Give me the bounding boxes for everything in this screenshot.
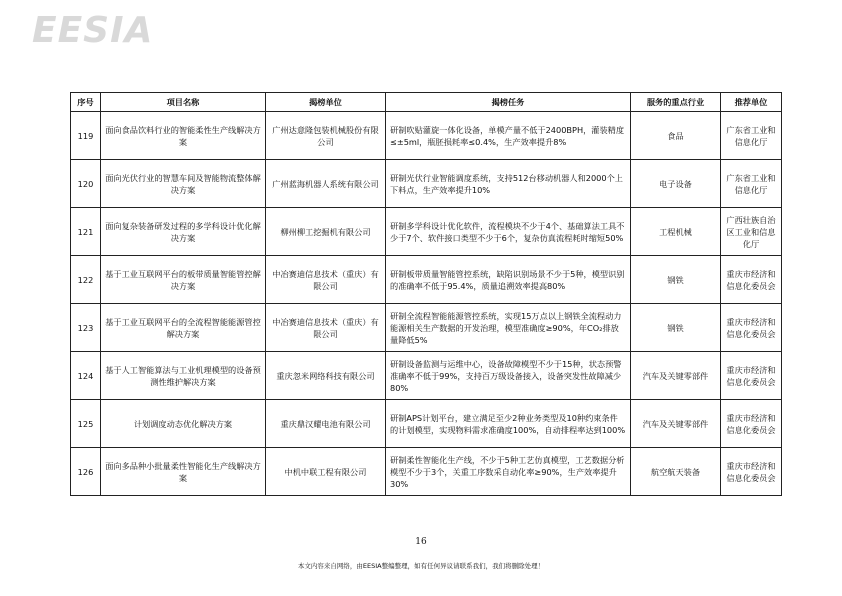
unit-name: 中机中联工程有限公司 (266, 448, 386, 496)
table-row (71, 400, 782, 448)
project-name: 基于人工智能算法与工业机理模型的设备预测性维护解决方案 (101, 352, 266, 400)
project-name: 面向复杂装备研发过程的多学科设计优化解决方案 (101, 208, 266, 256)
recommender: 重庆市经济和信息化委员会 (721, 400, 782, 448)
project-name: 基于工业互联网平台的全流程智能能源管控解决方案 (101, 304, 266, 352)
industry: 汽车及关键零部件 (631, 400, 721, 448)
row-number: 121 (71, 208, 101, 256)
project-name: 面向光伏行业的智慧车间及智能物流整体解决方案 (101, 160, 266, 208)
recommender: 重庆市经济和信息化委员会 (721, 256, 782, 304)
header-unit: 揭榜单位 (266, 93, 386, 112)
industry: 食品 (631, 112, 721, 160)
row-number: 120 (71, 160, 101, 208)
row-number: 123 (71, 304, 101, 352)
unit-name: 重庆忽米网络科技有限公司 (266, 352, 386, 400)
header-no: 序号 (71, 93, 101, 112)
row-number: 119 (71, 112, 101, 160)
row-number: 124 (71, 352, 101, 400)
task-text: 研制光伏行业智能调度系统，支持512台移动机器人和2000个上下料点，生产效率提升10% (386, 160, 631, 208)
row-number: 125 (71, 400, 101, 448)
header-recommender: 推荐单位 (721, 93, 782, 112)
recommender: 广东省工业和信息化厅 (721, 160, 782, 208)
header-industry: 服务的重点行业 (631, 93, 721, 112)
industry: 钢铁 (631, 304, 721, 352)
unit-name: 中冶赛迪信息技术（重庆）有限公司 (266, 304, 386, 352)
industry: 电子设备 (631, 160, 721, 208)
page-number: 16 (415, 537, 427, 547)
table-row (71, 448, 782, 496)
recommender: 重庆市经济和信息化委员会 (721, 448, 782, 496)
task-text: 研制吹贴灌旋一体化设备，单模产量不低于2400BPH，灌装精度≤±5ml，瓶胚损耗率≤0.4%，生产效率提升8% (386, 112, 631, 160)
footer-disclaimer: 本文内容来自网络，由EESIA整编整理，如有任何异议请联系我们，我们将删除处理！ (297, 562, 545, 570)
project-name: 计划调度动态优化解决方案 (101, 400, 266, 448)
table-row (71, 208, 782, 256)
header-task: 揭榜任务 (386, 93, 631, 112)
unit-name: 重庆鼎汉耀电池有限公司 (266, 400, 386, 448)
industry: 工程机械 (631, 208, 721, 256)
eesia-logo: EESIA (32, 10, 154, 51)
task-text: 研制板带质量智能管控系统，缺陷识别场景不少于5种，模型识别的准确率不低于95.4%，质量追溯效率提高80% (386, 256, 631, 304)
industry: 航空航天装备 (631, 448, 721, 496)
project-name: 面向食品饮料行业的智能柔性生产线解决方案 (101, 112, 266, 160)
recommender: 广东省工业和信息化厅 (721, 112, 782, 160)
recommender: 重庆市经济和信息化委员会 (721, 352, 782, 400)
recommender: 重庆市经济和信息化委员会 (721, 304, 782, 352)
industry: 汽车及关键零部件 (631, 352, 721, 400)
industry: 钢铁 (631, 256, 721, 304)
task-text: 研制多学科设计优化软件，流程模块不少于4个、基础算法工具不少于7个、软件接口类型不少于6个，复杂仿真流程耗时缩短50% (386, 208, 631, 256)
project-name: 面向多品种小批量柔性智能化生产线解决方案 (101, 448, 266, 496)
table-row (71, 160, 782, 208)
unit-name: 广州蓝海机器人系统有限公司 (266, 160, 386, 208)
table-row (71, 304, 782, 352)
header-project-name: 项目名称 (101, 93, 266, 112)
row-number: 126 (71, 448, 101, 496)
task-text: 研制设备监测与运维中心，设备故障模型不少于15种，状态预警准确率不低于99%，支持百万级设备接入，设备突发性故障减少80% (386, 352, 631, 400)
unit-name: 柳州柳工挖掘机有限公司 (266, 208, 386, 256)
recommender: 广西壮族自治区工业和信息化厅 (721, 208, 782, 256)
table-row (71, 112, 782, 160)
project-table (70, 92, 782, 496)
row-number: 122 (71, 256, 101, 304)
task-text: 研制APS计划平台，建立满足至少2种业务类型及10种约束条件的计划模型，实现物料需求准确度100%，自动排程率达到100% (386, 400, 631, 448)
task-text: 研制柔性智能化生产线，不少于5种工艺仿真模型，工艺数据分析模型不少于3个，关重工序数采自动化率≥90%，生产效率提升30% (386, 448, 631, 496)
table-row (71, 352, 782, 400)
project-name: 基于工业互联网平台的板带质量智能管控解决方案 (101, 256, 266, 304)
task-text: 研制全流程智能能源管控系统，实现15万点以上钢铁全流程动力能源相关生产数据的开发治理，模型准确度≥90%，年CO₂排放量降低5% (386, 304, 631, 352)
table-header-row (71, 93, 782, 112)
table-row (71, 256, 782, 304)
unit-name: 广州达意隆包装机械股份有限公司 (266, 112, 386, 160)
unit-name: 中冶赛迪信息技术（重庆）有限公司 (266, 256, 386, 304)
